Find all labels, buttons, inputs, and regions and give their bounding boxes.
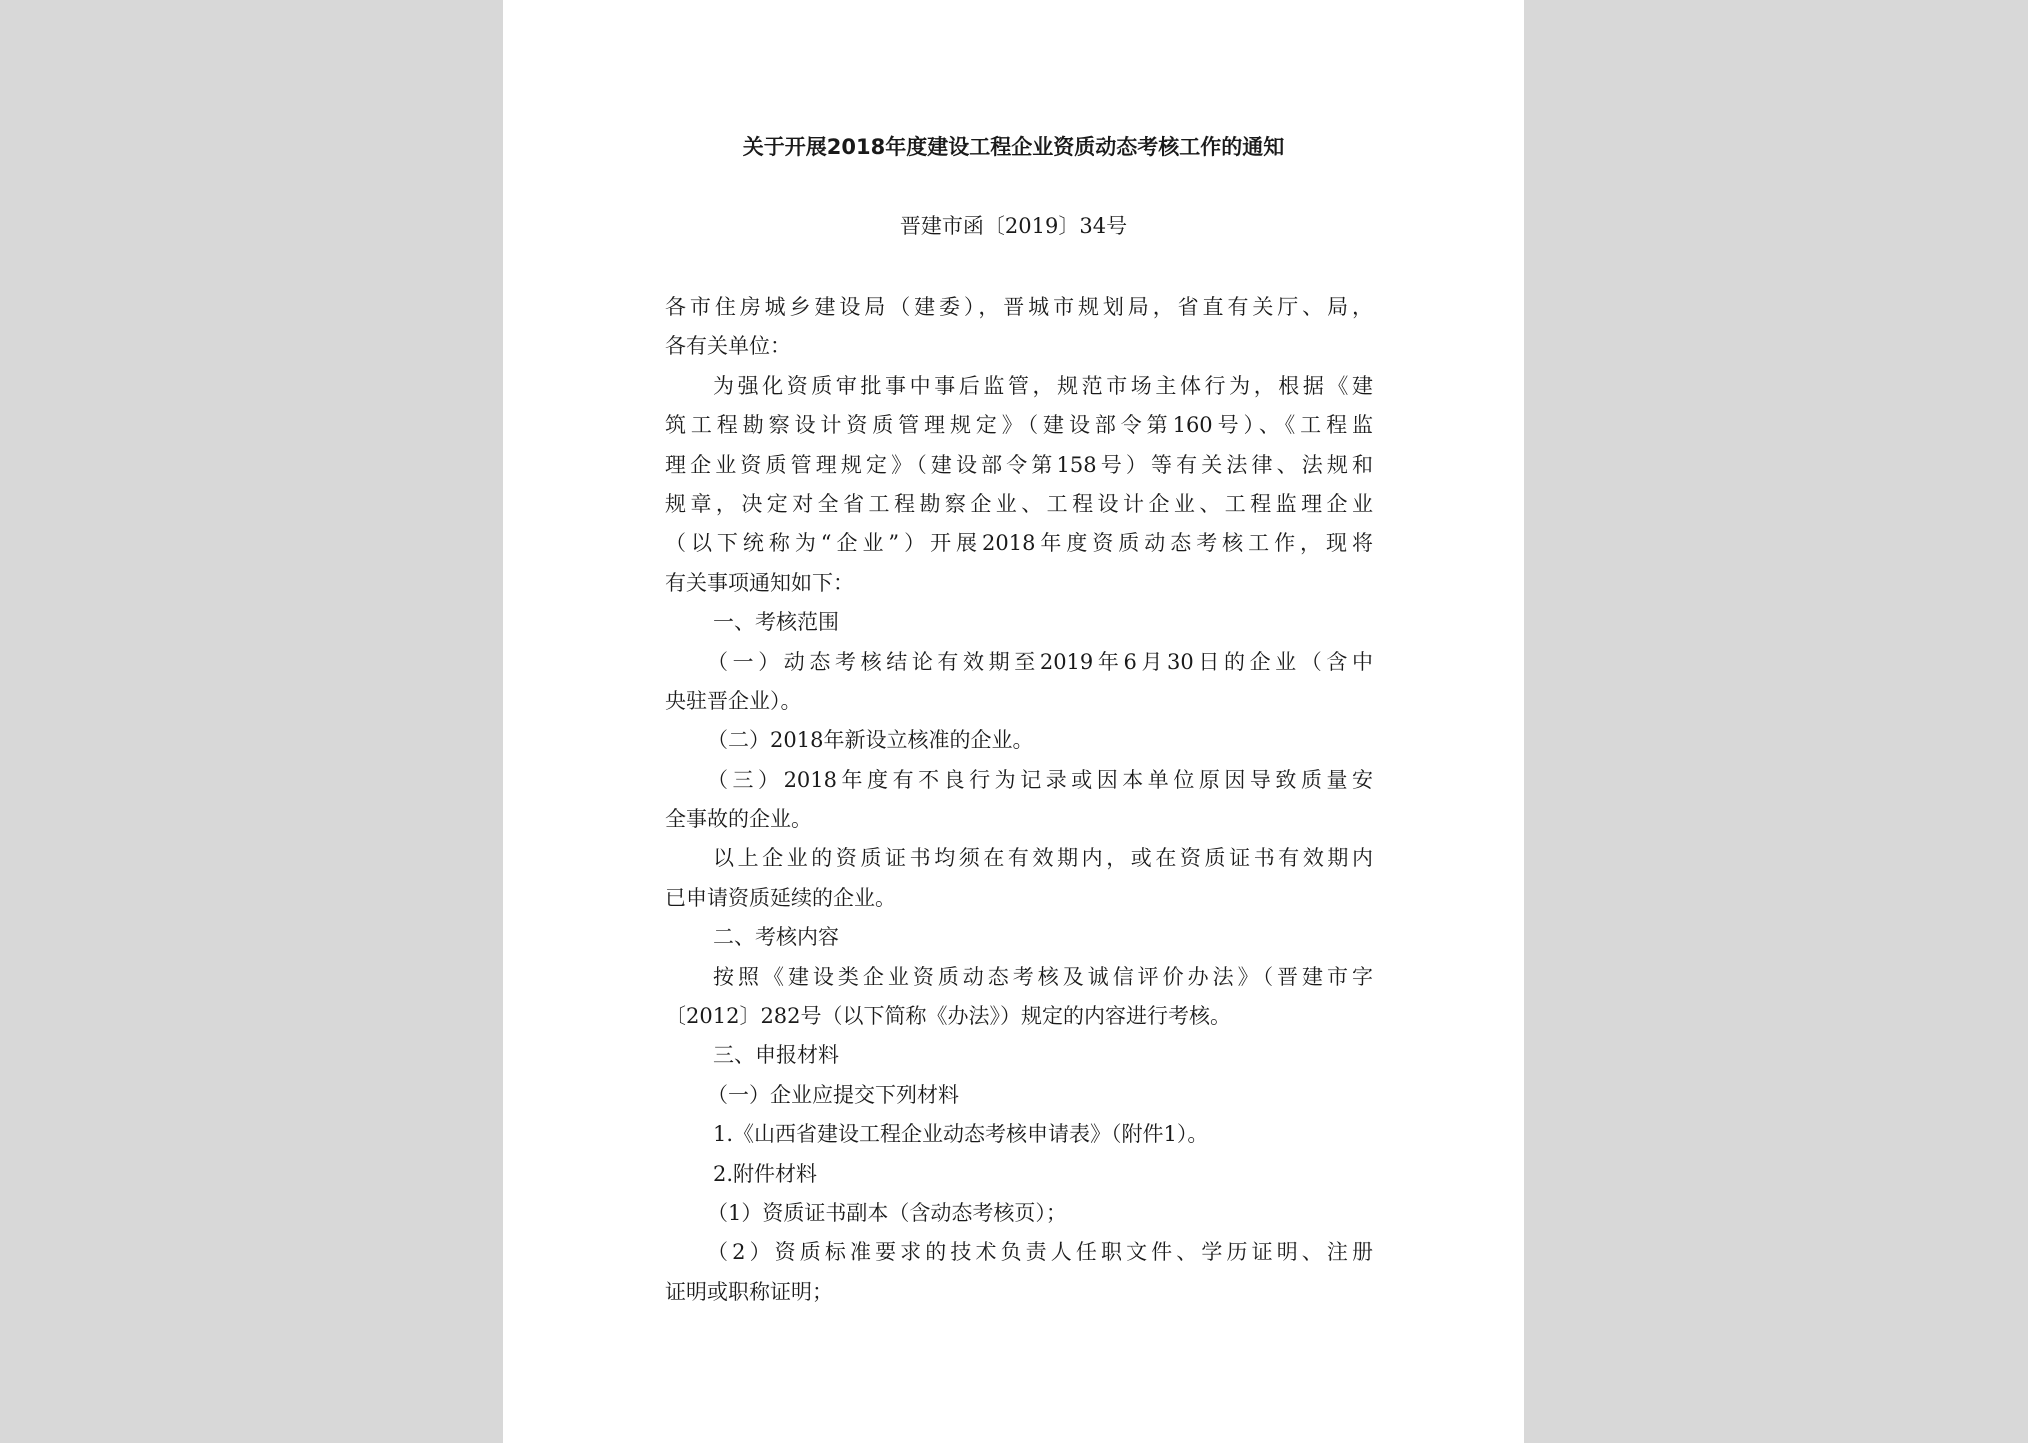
document-body	[665, 288, 1373, 1312]
body-line: （2）资质标准要求的技术负责人任职文件、学历证明、注册	[707, 1240, 1373, 1265]
body-line: 理企业资质管理规定》（建设部令第158号）等有关法律、法规和	[665, 452, 1373, 477]
body-line: 为强化资质审批事中事后监管，规范市场主体行为，根据《建	[713, 373, 1373, 398]
body-line: （一）企业应提交下列材料	[707, 1082, 959, 1107]
body-line: （1）资质证书副本（含动态考核页）；	[707, 1200, 1067, 1225]
section-heading: 一、考核范围	[713, 610, 839, 635]
document-page	[503, 0, 1524, 1443]
body-line: 已申请资质延续的企业。	[665, 885, 896, 910]
body-line: 以上企业的资质证书均须在有效期内，或在资质证书有效期内	[713, 846, 1373, 871]
body-line: 全事故的企业。	[665, 807, 812, 832]
body-line: 1.《山西省建设工程企业动态考核申请表》（附件1）。	[713, 1122, 1209, 1147]
body-line: （一）动态考核结论有效期至2019年6月30日的企业（含中	[707, 649, 1373, 674]
body-line: 筑工程勘察设计资质管理规定》（建设部令第160号）、《工程监	[665, 413, 1373, 438]
document-number: 晋建市函〔2019〕34号	[899, 214, 1128, 238]
body-line: （二）2018年新设立核准的企业。	[707, 728, 1034, 753]
body-line: 各市住房城乡建设局（建委），晋城市规划局，省直有关厅、局，	[665, 295, 1373, 319]
body-line: 〔2012〕282号（以下简称《办法》）规定的内容进行考核。	[665, 1004, 1232, 1029]
body-line: 央驻晋企业）。	[665, 688, 802, 713]
body-line: 各有关单位：	[665, 334, 791, 359]
body-line: （三）2018年度有不良行为记录或因本单位原因导致质量安	[707, 767, 1373, 792]
section-heading: 二、考核内容	[713, 925, 839, 950]
document-title: 关于开展2018年度建设工程企业资质动态考核工作的通知	[742, 135, 1285, 159]
body-line: 证明或职称证明；	[665, 1279, 833, 1304]
body-line: 按照《建设类企业资质动态考核及诚信评价办法》（晋建市字	[713, 964, 1373, 989]
body-line: 规章，决定对全省工程勘察企业、工程设计企业、工程监理企业	[665, 491, 1373, 516]
body-line: （以下统称为“企业”）开展2018年度资质动态考核工作，现将	[665, 531, 1373, 556]
section-heading: 三、申报材料	[713, 1043, 839, 1068]
body-line: 2.附件材料	[713, 1161, 818, 1186]
body-line: 有关事项通知如下：	[665, 570, 854, 595]
